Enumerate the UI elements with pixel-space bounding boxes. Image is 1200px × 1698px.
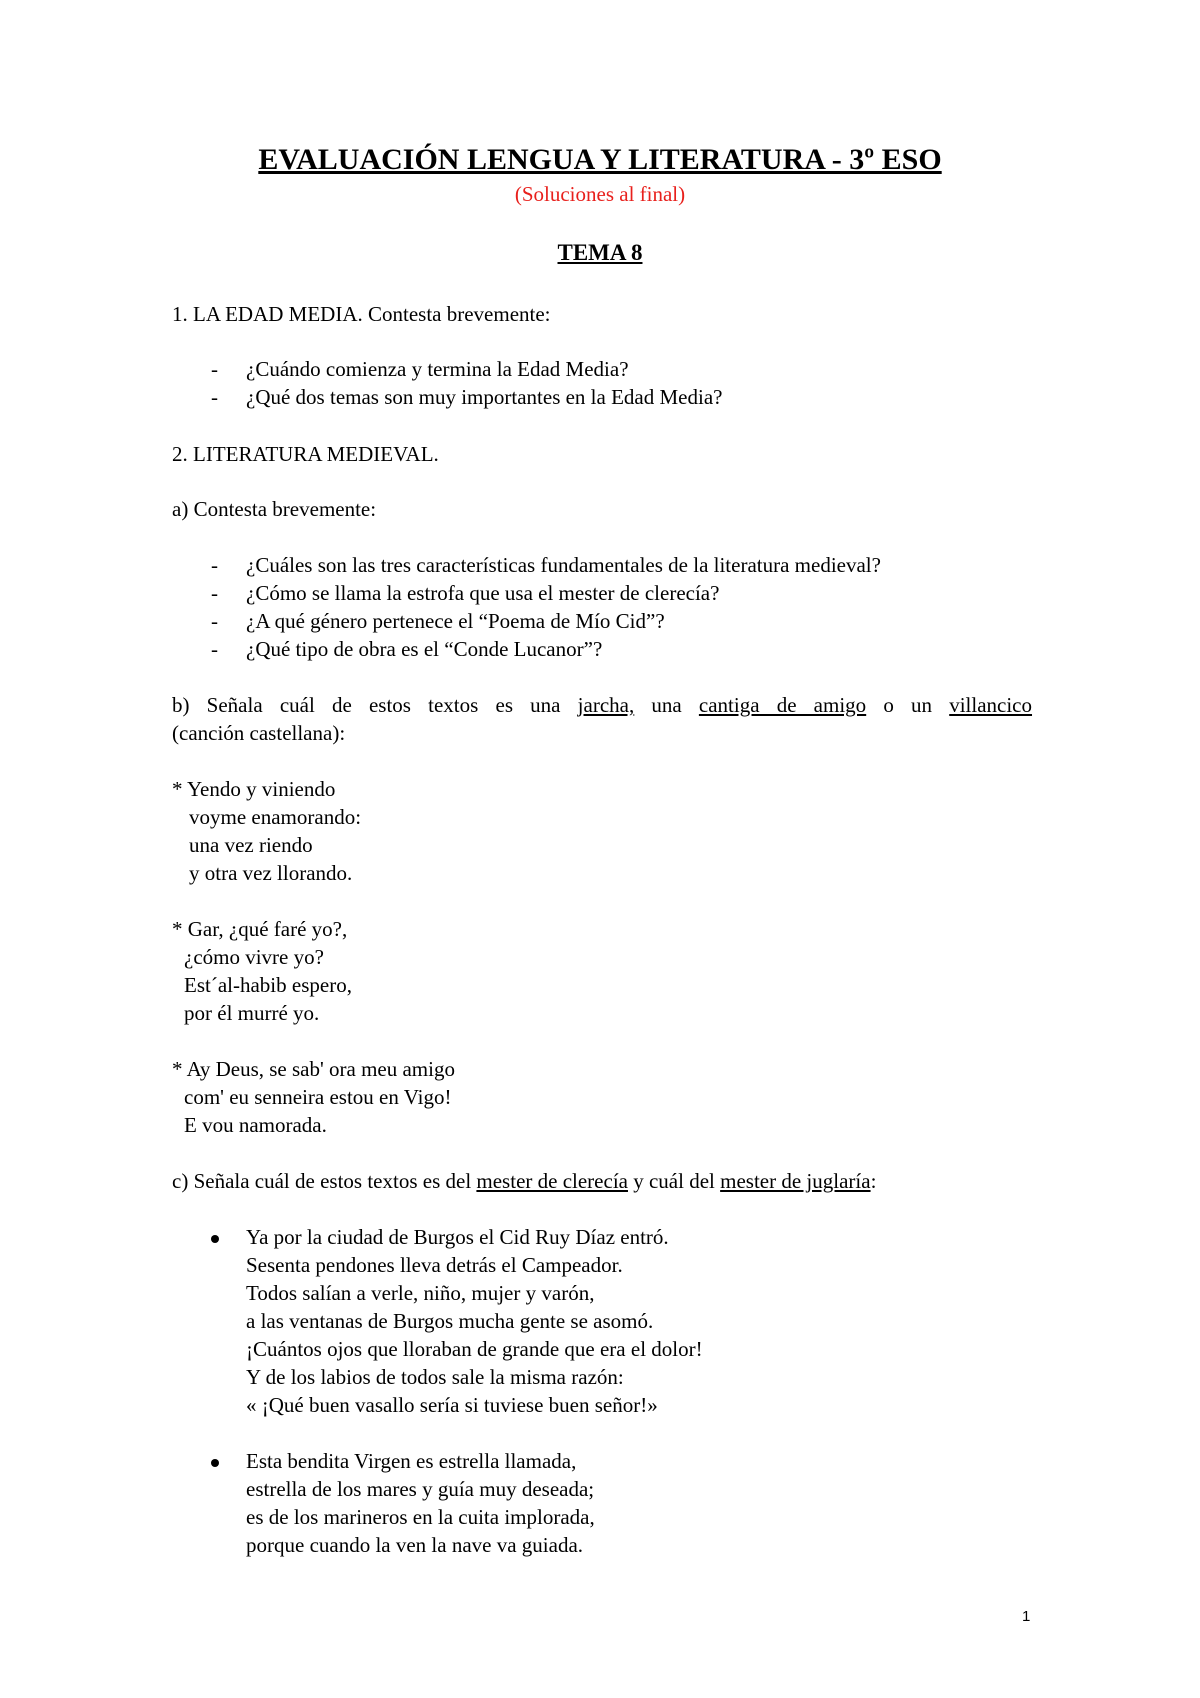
excerpt-line: estrella de los mares y guía muy deseada; [246,1477,595,1501]
page-title: EVALUACIÓN LENGUA Y LITERATURA - 3º ESO [258,143,942,176]
section1-question: ¿Qué dos temas son muy importantes en la Edad Media? [246,385,723,409]
dash-marker: - [211,637,218,661]
dash-marker: - [211,581,218,605]
dash-marker: - [211,609,218,633]
poem-line: * Ay Deus, se sab' ora meu amigo [172,1057,455,1081]
bullet-icon [211,1459,219,1467]
poem-line: Est´al-habib espero, [184,973,352,997]
dash-marker: - [211,357,218,381]
section1-heading: 1. LA EDAD MEDIA. Contesta brevemente: [172,302,551,326]
bullet-icon [211,1235,219,1243]
poem-line: por él murré yo. [184,1001,320,1025]
section2b-instruction-cont: (canción castellana): [172,721,346,745]
section2a-question: ¿Cómo se llama la estrofa que usa el mester de clerecía? [246,581,720,605]
section2a-question: ¿Cuáles son las tres características fundamentales de la literatura medieval? [246,553,881,577]
section2-heading: 2. LITERATURA MEDIEVAL. [172,442,439,466]
excerpt-line: es de los marineros en la cuita implorada, [246,1505,595,1529]
page-number: 1 [1022,1608,1031,1625]
excerpt-line: Todos salían a verle, niño, mujer y varón, [246,1281,595,1305]
section2a-question: ¿A qué género pertenece el “Poema de Mío Cid”? [246,609,665,633]
section1-question: ¿Cuándo comienza y termina la Edad Media? [246,357,629,381]
excerpt-line: « ¡Qué buen vasallo sería si tuviese buen señor!» [246,1393,658,1417]
section2b-instruction: b) Señala cuál de estos textos es una jarcha, una cantiga de amigo o un villancico [172,693,1033,717]
section2a-heading: a) Contesta brevemente: [172,497,377,521]
excerpt-line: a las ventanas de Burgos mucha gente se asomó. [246,1309,654,1333]
poem-line: com' eu senneira estou en Vigo! [184,1085,452,1109]
section2a-question: ¿Qué tipo de obra es el “Conde Lucanor”? [246,637,603,661]
excerpt-line: porque cuando la ven la nave va guiada. [246,1533,584,1557]
excerpt-line: ¡Cuántos ojos que lloraban de grande que era el dolor! [246,1337,703,1361]
excerpt-line: Y de los labios de todos sale la misma razón: [246,1365,624,1389]
poem-line: y otra vez llorando. [189,861,353,885]
poem-line: E vou namorada. [184,1113,327,1137]
dash-marker: - [211,553,218,577]
poem-line: * Gar, ¿qué faré yo?, [172,917,348,941]
excerpt-line: Ya por la ciudad de Burgos el Cid Ruy Díaz entró. [246,1225,669,1249]
section2c-instruction: c) Señala cuál de estos textos es del mester de clerecía y cuál del mester de juglaría: [172,1169,877,1193]
excerpt-line: Sesenta pendones lleva detrás el Campeador. [246,1253,623,1277]
poem-line: * Yendo y viniendo [172,777,336,801]
poem-line: ¿cómo vivre yo? [184,945,324,969]
poem-line: una vez riendo [189,833,313,857]
poem-line: voyme enamorando: [189,805,362,829]
topic-heading: TEMA 8 [557,240,643,265]
excerpt-line: Esta bendita Virgen es estrella llamada, [246,1449,577,1473]
dash-marker: - [211,385,218,409]
page-subtitle: (Soluciones al final) [514,182,686,206]
